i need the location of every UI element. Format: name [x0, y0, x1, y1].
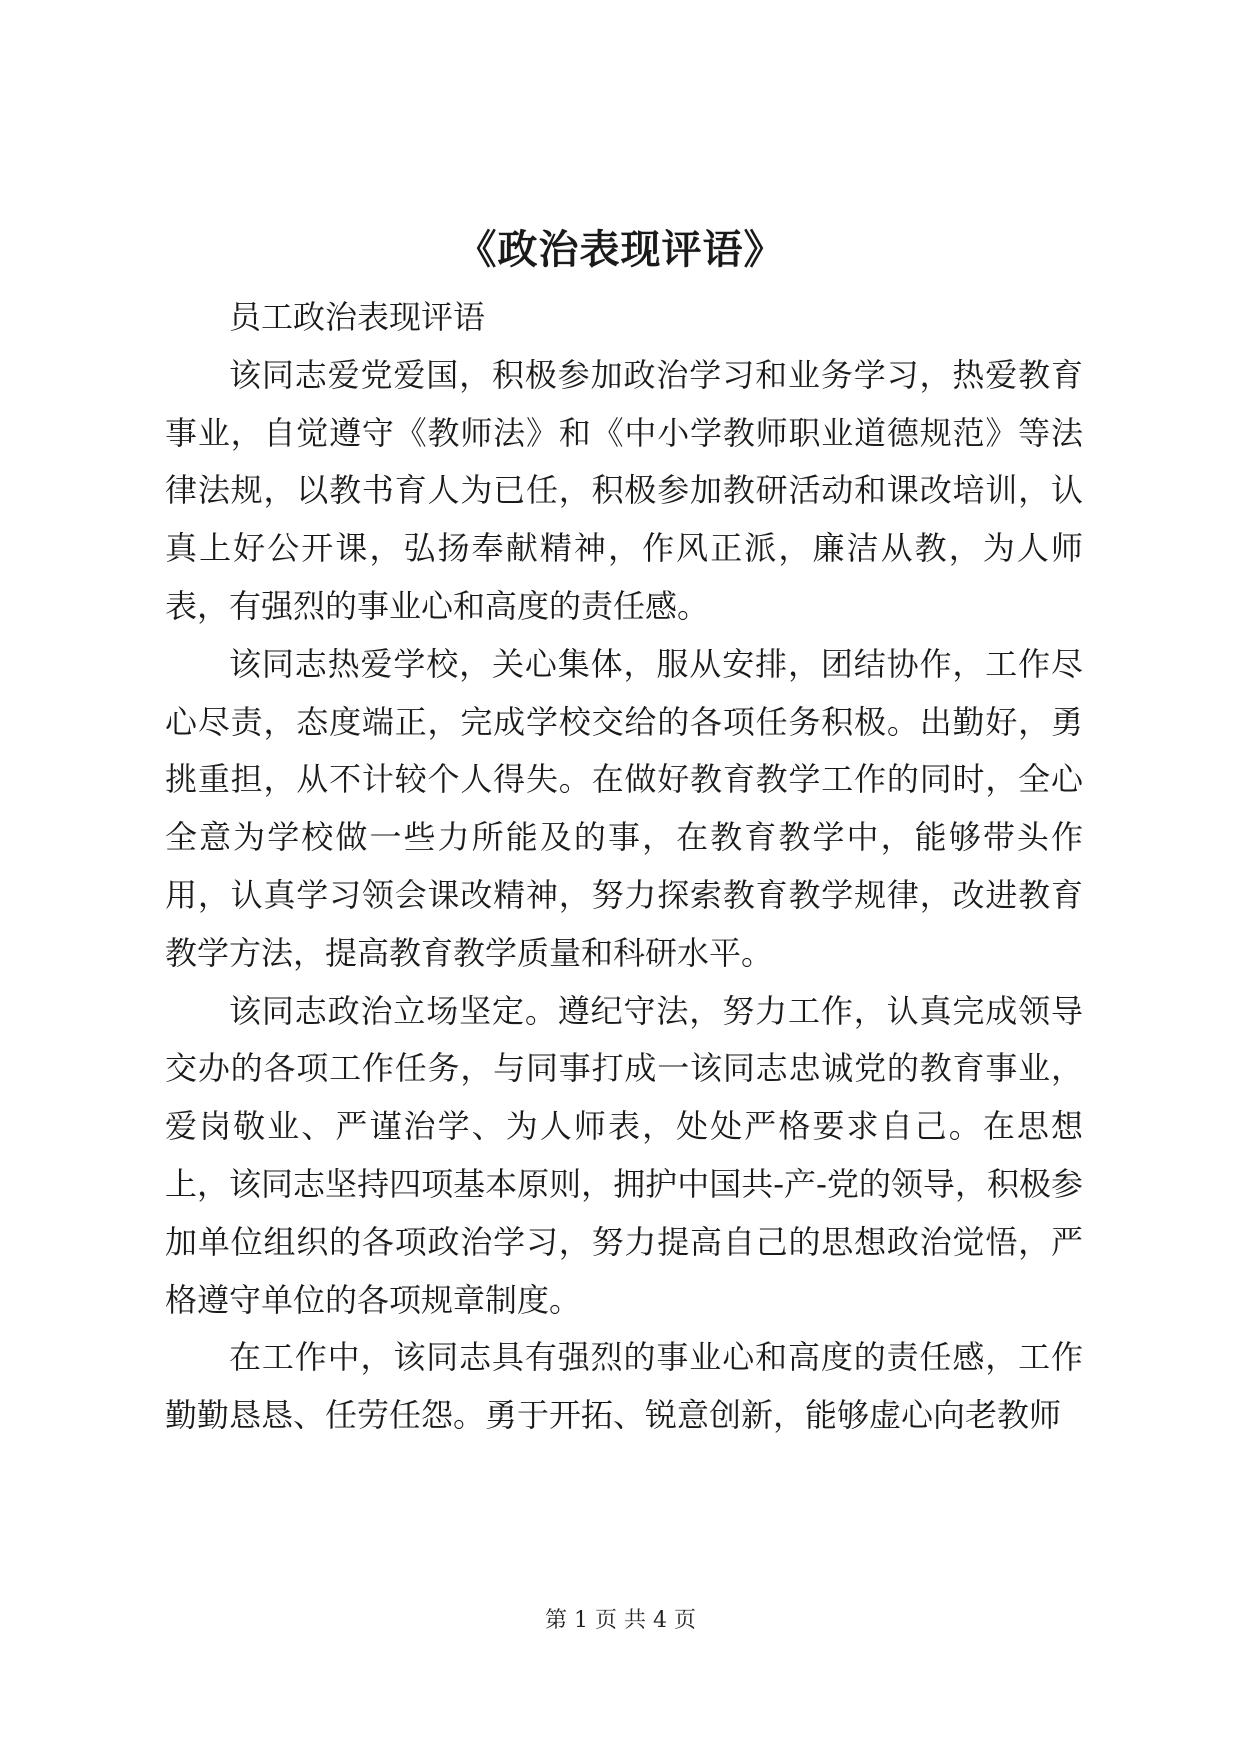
subtitle-paragraph: 员工政治表现评语: [229, 298, 486, 336]
body-paragraph: 该同志爱党爱国，积极参加政治学习和业务学习，热爱教育事业，自觉遵守《教师法》和《中小学教师职业道德规范》等法律法规，以教书育人为已任，积极参加教研活动和课改培训，认真上好公开课，弘扬奉献精神，作风正派，廉洁从教，为人师表，有强烈的事业心和高度的责任感。: [165, 355, 1083, 625]
body-paragraph: 该同志热爱学校，关心集体，服从安排，团结协作，工作尽心尽责，态度端正，完成学校交给的各项任务积极。出勤好，勇挑重担，从不计较个人得失。在做好教育教学工作的同时，全心全意为学校做一些力所能及的事，在教育教学中，能够带头作用，认真学习领会课改精神，努力探索教育教学规律，改进教育教学方法，提高教育教学质量和科研水平。: [165, 644, 1083, 972]
document-body: [165, 289, 1083, 1445]
body-paragraph: 该同志政治立场坚定。遵纪守法，努力工作，认真完成领导交办的各项工作任务，与同事打成一该同志忠诚党的教育事业，爱岗敬业、严谨治学、为人师表，处处严格要求自己。在思想上，该同志坚持四项基本原则，拥护中国共-产-党的领导，积极参加单位组织的各项政治学习，努力提高自己的思想政治觉悟，严格遵守单位的各项规章制度。: [165, 991, 1083, 1319]
page-footer: 第 1 页 共 4 页: [545, 1608, 696, 1633]
document-title: 《政治表现评语》: [456, 226, 785, 273]
body-paragraph: 在工作中，该同志具有强烈的事业心和高度的责任感，工作勤勤恳恳、任劳任怨。勇于开拓、锐意创新，能够虚心向老教师: [165, 1338, 1083, 1435]
